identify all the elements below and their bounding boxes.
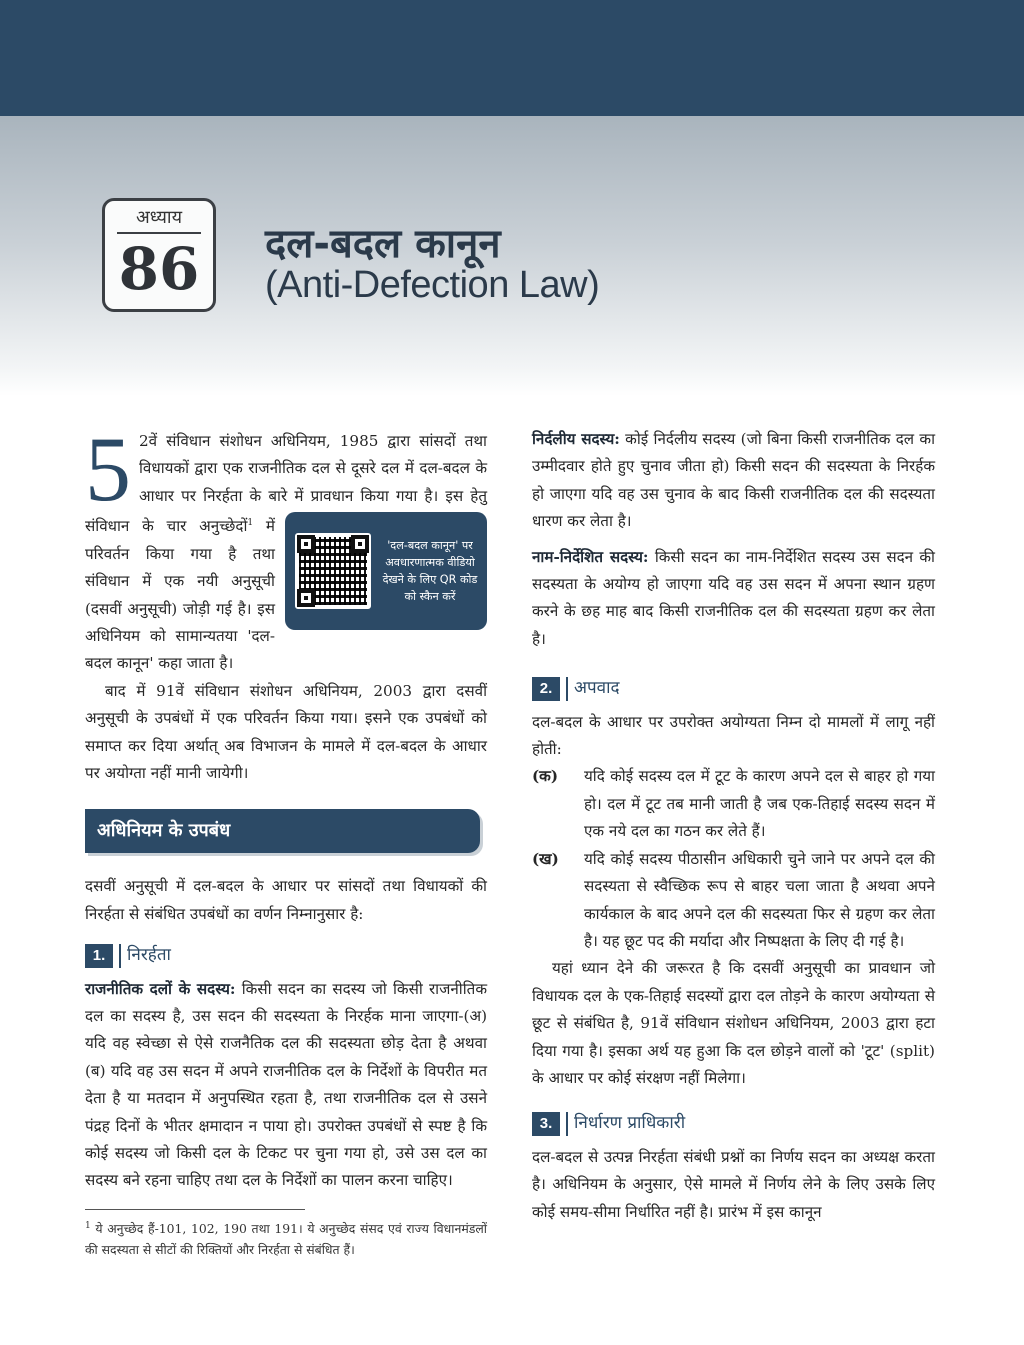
chapter-badge xyxy=(102,198,216,312)
list-marker: (क) xyxy=(532,767,559,786)
amendment-paragraph: बाद में 91वें संविधान संशोधन अधिनियम, 2003 द्वारा दसवीं अनुसूची के उपबंधों में एक परिवर्तन किया गया। इसने एक उपबंधों को समाप्त कर दिया अर्थात् अब विभाजन के मामले में दल-बदल के आधार पर अयोग्ता नहीं मानी जायेगी। xyxy=(85,681,487,782)
nominated-members-paragraph: नाम-निर्देशित सदस्य: किसी सदन का नाम-निर्देशित सदस्य उस सदन की सदस्यता के अयोग्य हो जाएगा यदि वह उस सदन में अपना स्थान ग्रहण करने के छह माह बाद किसी राजनीतिक दल की सदस्यता ग्रहण कर लेता है। xyxy=(532,547,935,648)
subheading-number: 3. xyxy=(532,1112,560,1136)
party-members-paragraph: राजनीतिक दलों के सदस्य: किसी सदन का सदस्य जो किसी राजनीतिक दल का सदस्य है, उस सदन की सदस्यता के निरर्हक माना जाएगा-(अ) यदि वह स्वेच्छा से ऐसे राजनैतिक दल की सदस्यता छोड़ देता है अथवा (ब) यदि वह उस सदन में अपने राजनीतिक दल के निर्देशों के विपरीत मत देता है या मतदान में अनुपस्थित रहता है, तथा राजनीतिक दल से उसने पंद्रह दिनों के भीतर क्षमादान न पाया हो। उपरोक्त उपबंधों से स्पष्ट है कि कोई सदस्य जो किसी दल के टिकट पर चुना गया हो, उसे उस दल का सदस्य बने रहना चाहिए तथा दल के निर्देशों का पालन करना चाहिए। xyxy=(85,979,487,1190)
subheading-number: 1. xyxy=(85,944,113,968)
right-column xyxy=(532,426,935,1226)
header-band xyxy=(0,0,1024,116)
independent-members-paragraph: निर्दलीय सदस्य: कोई निर्दलीय सदस्य (जो बिना किसी राजनीतिक दल का उम्मीदवार होते हुए चुनाव जीता हो) किसी सदन की सदस्यता के निरर्हक हो जाएगा यदि वह उस चुनाव के बाद किसी राजनीतिक दल की सदस्यता धारण कर लेता है। xyxy=(532,430,935,531)
chapter-title-hindi: दल-बदल कानून xyxy=(265,221,501,267)
chapter-number: 86 xyxy=(118,235,200,303)
chapter-label: अध्याय xyxy=(135,207,183,228)
authority-paragraph: दल-बदल से उत्पन्न निरर्हता संबंधी प्रश्नों का निर्णय सदन का अध्यक्ष करता है। अधिनियम के अनुसार, ऐसे मामले में निर्णय लेने के लिए उसके लिए कोई समय-सीमा निर्धारित नहीं है। प्रारंभ में इस कानून xyxy=(532,1147,935,1221)
list-marker: (ख) xyxy=(532,849,559,868)
list-item xyxy=(532,846,935,956)
section-intro: दसवीं अनुसूची में दल-बदल के आधार पर सांसदों तथा विधायकों की निरर्हता से संबंधित उपबंधों का वर्णन निम्नानुसार है: xyxy=(85,877,487,923)
list-text: यदि कोई सदस्य दल में टूट के कारण अपने दल से बाहर हो गया हो। दल में टूट तब मानी जाती है जब एक-तिहाई सदस्य सदन में एक नये दल का गठन कर लेते हैं। xyxy=(584,767,935,841)
footnote-ref[interactable]: 1 xyxy=(247,518,254,529)
subheading-number: 2. xyxy=(532,677,560,701)
section-banner xyxy=(85,809,480,853)
footnote-divider xyxy=(85,1209,305,1210)
list-text: यदि कोई सदस्य पीठासीन अधिकारी चुने जाने पर अपने दल की सदस्यता से स्वैच्छिक रूप से बाहर चला जाता है अथवा अपने कार्यकाल के बाद अपने दल की सदस्यता फिर से ग्रहण कर लेता है। यह छूट पद की मर्यादा और निष्पक्षता के लिए दी गई है। xyxy=(584,849,935,950)
subheading-title: अपवाद xyxy=(574,678,620,699)
intro-paragraph: 5 2वें संविधान संशोधन अधिनियम, 1985 द्वारा सांसदों तथा विधायकों द्वारा एक राजनीतिक दल से दूसरे दल में दल-बदल के आधार पर निरर्हता के बारे में प्रावधान किया गया है। इस हेतु संविधान के चार अनुच्छेदों$^1$ 'दल-बदल कानून' पर अवधारणात्मक वीडियो देखने के लिए QR कोड को स्कैन करें में परिवर्तन किया गया है तथा संविधान में एक नयी अनुसूची (दसवीं अनुसूची) जोड़ी गई है। इस अधिनियम को सामान्यतया 'दल-बदल कानून' कहा जाता है। xyxy=(85,418,487,673)
note-paragraph: यहां ध्यान देने की जरूरत है कि दसवीं अनुसूची का प्रावधान जो विधायक दल के एक-तिहाई सदस्यों द्वारा दल तोड़ने के कारण अयोग्यता से छूट से संबंधित है, 91वें संविधान संशोधन अधिनियम, 2003 द्वारा हटा दिया गया है। इसका अर्थ यह हुआ कि दल छोड़ने वालों को 'टूट' (split) के आधार पर कोई संरक्षण नहीं मिलेगा। xyxy=(532,959,935,1087)
footnote: $^1$ ये अनुच्छेद हैं-101, 102, 190 तथा 191। ये अनुच्छेद संसद एवं राज्य विधानमंडलों की सदस्यता से सीटों की रिक्तियों और निरर्हता से संबंधित हैं। xyxy=(85,1220,487,1257)
qr-code-icon[interactable] xyxy=(295,533,371,609)
chapter-title-english: (Anti-Defection Law) xyxy=(265,264,600,306)
subheading-exceptions xyxy=(532,675,935,702)
subheading-authority xyxy=(532,1110,935,1137)
section-title: अधिनियम के उपबंध xyxy=(97,820,231,842)
exceptions-intro: दल-बदल के आधार पर उपरोक्त अयोग्यता निम्न दो मामलों में लागू नहीं होती: xyxy=(532,712,935,759)
qr-caption: 'दल-बदल कानून' पर अवधारणात्मक वीडियो देखने के लिए QR कोड को स्कैन करें xyxy=(382,539,478,604)
subheading-title: निरर्हता xyxy=(127,945,171,966)
qr-callout xyxy=(285,512,487,630)
drop-cap: 5 xyxy=(85,418,131,520)
subheading-title: निर्धारण प्राधिकारी xyxy=(574,1113,686,1134)
list-item xyxy=(532,763,935,845)
left-column xyxy=(85,418,487,1260)
subheading-disqualification xyxy=(85,942,487,969)
